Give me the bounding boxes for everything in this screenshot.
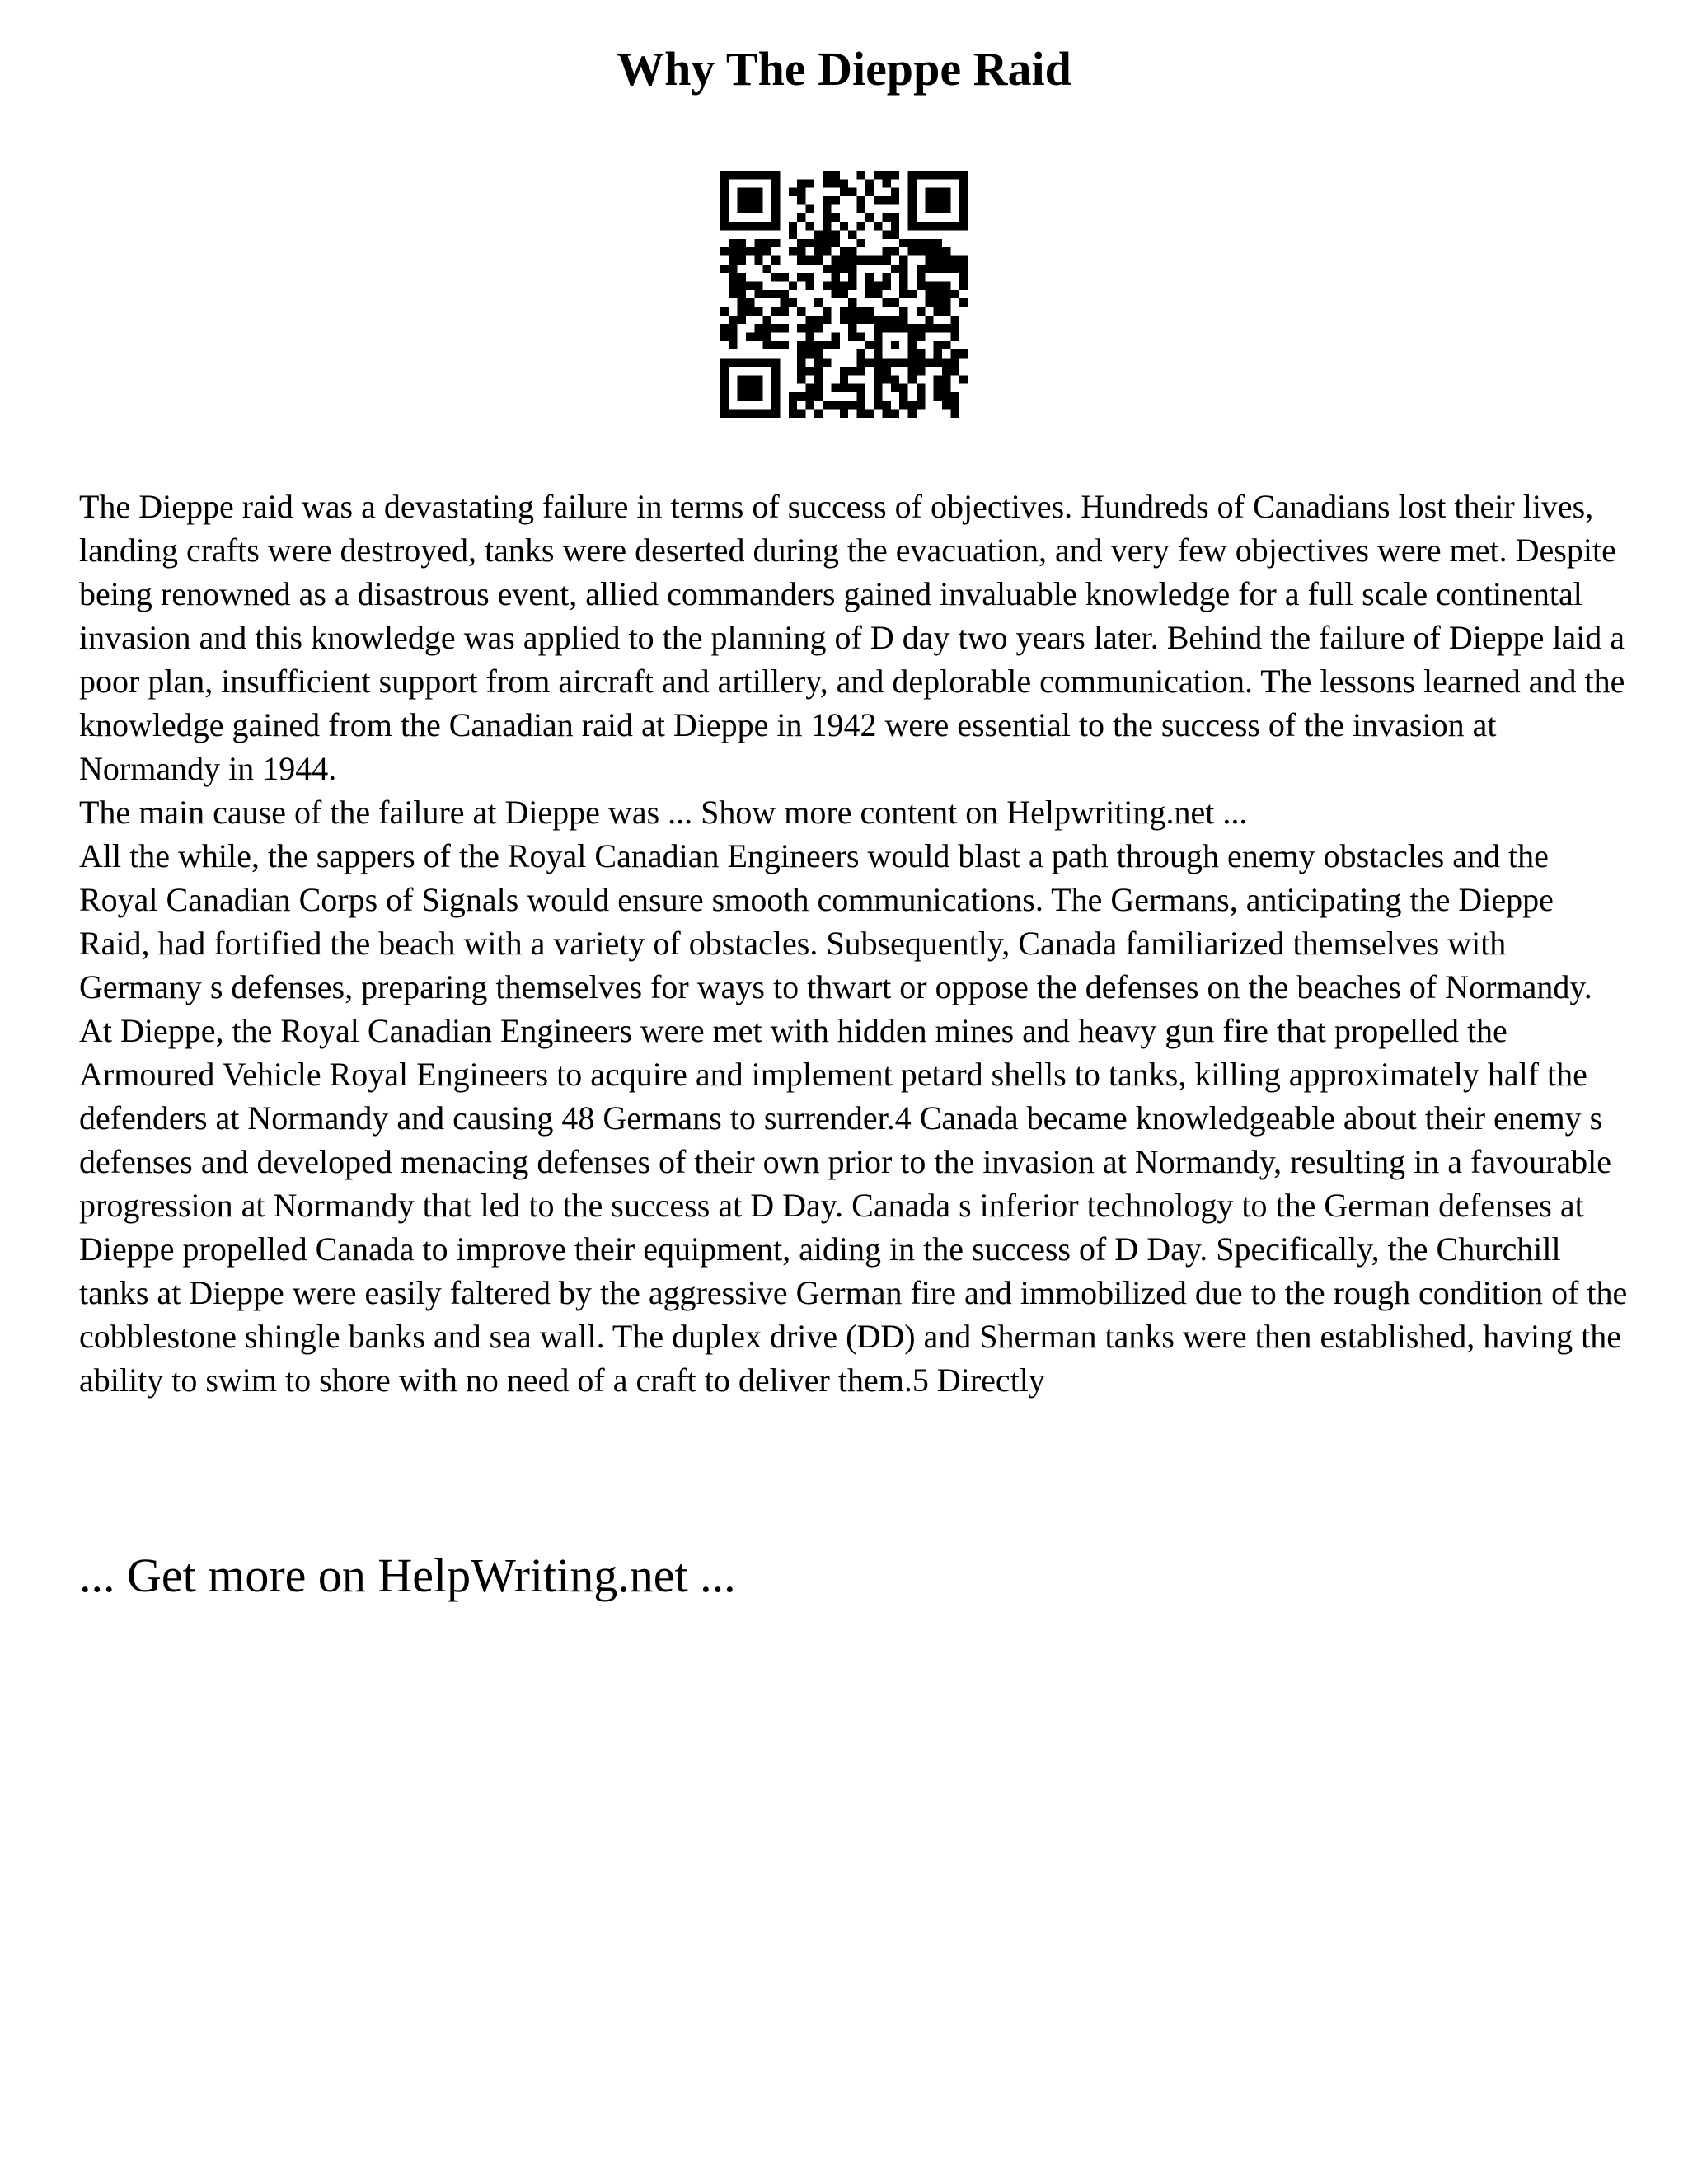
page-title: Why The Dieppe Raid (617, 42, 1071, 96)
qr-code-icon[interactable] (720, 171, 968, 418)
paragraph-main: All the while, the sappers of the Royal Canadian Engineers would blast a path through enemy obstacles and the Royal Canadian Corps of Signals would ensure smooth communications. The Germans, anticipating the Dieppe Raid, had fortified the beach with a variety of obstacles. Subsequently, Canada familiarized themselves with Germany s defenses, preparing themselves for ways to thwart or oppose the defenses on the beaches of Normandy. At Dieppe, the Royal Canadian Engineers were met with hidden mines and heavy gun fire that propelled the Armoured Vehicle Royal Engineers to acquire and implement petard shells to tanks, killing approximately half the defenders at Normandy and causing 48 Germans to surrender.4 Canada became knowledgeable about their enemy s defenses and developed menacing defenses of their own prior to the invasion at Normandy, resulting in a favourable progression at Normandy that led to the success at D Day. Canada s inferior technology to the German defenses at Dieppe propelled Canada to improve their equipment, aiding in the success of D Day. Specifically, the Churchill tanks at Dieppe were easily faltered by the aggressive German fire and immobilized due to the rough condition of the cobblestone shingle banks and sea wall. The duplex drive (DD) and Sherman tanks were then established, having the ability to swim to shore with no need of a craft to deliver them.5 Directly (79, 837, 1628, 1399)
article-body (79, 485, 1629, 1402)
paragraph-intro: The Dieppe raid was a devastating failure in terms of success of objectives. Hundreds of Canadians lost their lives, landing crafts were destroyed, tanks were deserted during the evacuation, and very few objectives were met. Despite being renowned as a disastrous event, allied commanders gained invaluable knowledge for a full scale continental invasion and this knowledge was applied to the planning of D day two years later. Behind the failure of Dieppe laid a poor plan, insufficient support from aircraft and artillery, and deplorable communication. The lessons learned and the knowledge gained from the Canadian raid at Dieppe in 1942 were essential to the success of the invasion at Normandy in 1944. (79, 488, 1625, 787)
get-more-link[interactable]: ... Get more on HelpWriting.net ... (79, 1549, 736, 1602)
paragraph-show-more: The main cause of the failure at Dieppe was ... Show more content on Helpwriting.net ... (79, 794, 1248, 831)
